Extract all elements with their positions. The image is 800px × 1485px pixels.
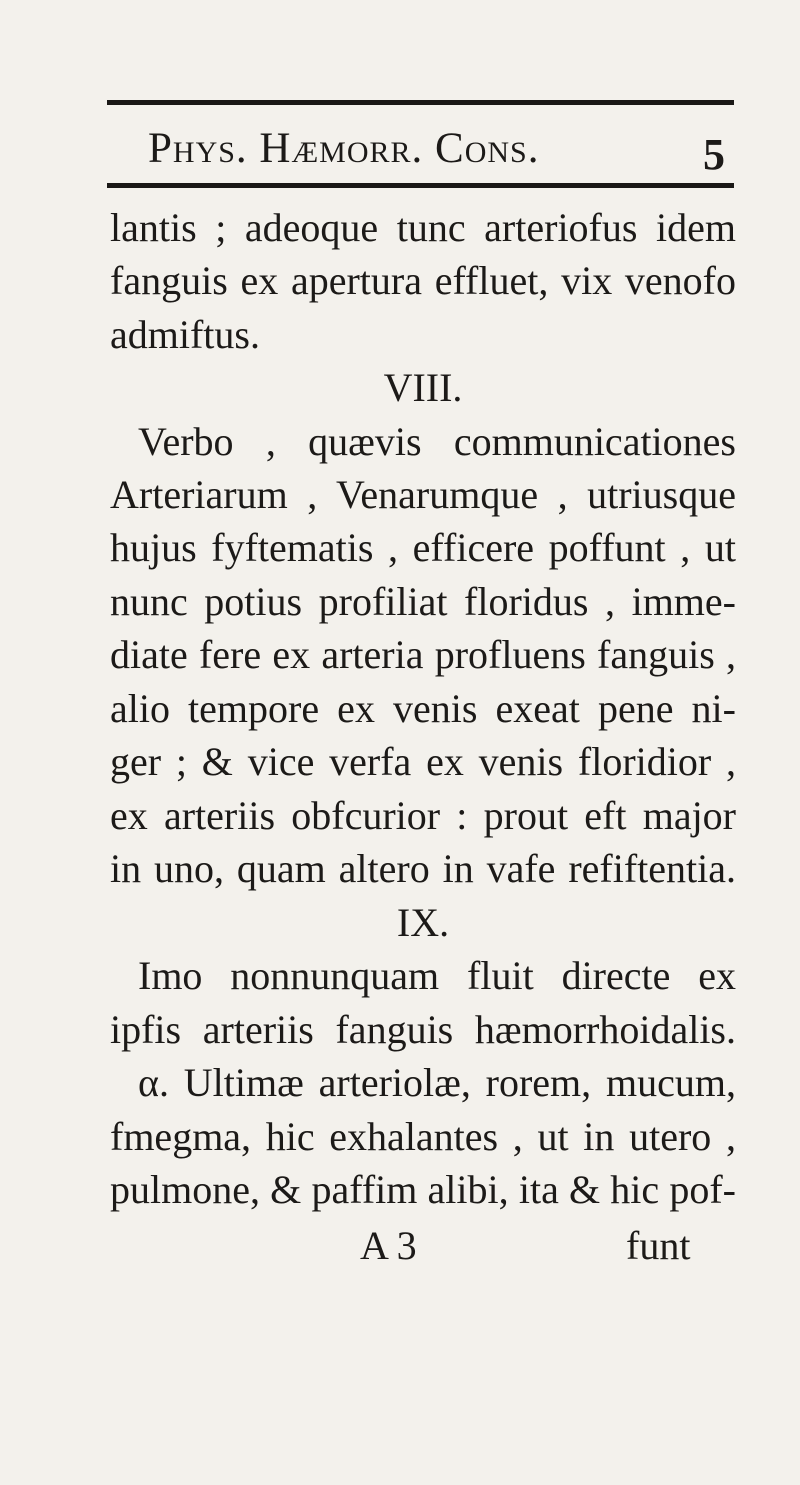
text-line: in uno, quam altero in vafe refiftentia. bbox=[110, 846, 736, 891]
text-line: alio tempore ex venis exeat pene ni- bbox=[110, 686, 736, 731]
text-line: ex arteriis obfcurior : prout eft major bbox=[110, 793, 736, 838]
running-head bbox=[148, 118, 734, 180]
text-line: α. Ultimæ arteriolæ, rorem, mucum, bbox=[138, 1060, 736, 1105]
text-line: Verbo , quævis communicationes bbox=[138, 419, 736, 464]
text-line: diate fere ex arteria profluens fanguis , bbox=[110, 632, 736, 677]
signature-mark: A 3 bbox=[360, 1223, 417, 1268]
running-head-title: Phys. Hæmorr. Cons. bbox=[148, 125, 540, 172]
text-line: fanguis ex apertura effluet, vix venofo bbox=[110, 258, 736, 303]
text-line: admiftus. bbox=[110, 312, 260, 357]
page-number: 5 bbox=[703, 130, 726, 179]
text-line: nunc potius profiliat floridus , imme- bbox=[110, 579, 736, 624]
text-line: hujus fyftematis , efficere poffunt , ut bbox=[110, 525, 736, 570]
text-line: ger ; & vice verfa ex venis floridior , bbox=[110, 739, 736, 784]
text-line: ipfis arteriis fanguis hæmorrhoidalis. bbox=[110, 1007, 736, 1052]
header-rule-top bbox=[107, 100, 734, 105]
text-line: fmegma, hic exhalantes , ut in utero , bbox=[110, 1114, 736, 1159]
text-line: Imo nonnunquam fluit directe ex bbox=[138, 953, 736, 998]
catchword: funt bbox=[626, 1223, 691, 1268]
section-number: VIII. bbox=[383, 365, 463, 410]
text-line: lantis ; adeoque tunc arteriofus idem bbox=[110, 205, 736, 250]
text-line: pulmone, & paffim alibi, ita & hic pof- bbox=[110, 1167, 736, 1212]
header-rule-bottom bbox=[107, 183, 734, 188]
section-number: IX. bbox=[396, 900, 450, 945]
text-line: Arteriarum , Venarumque , utriusque bbox=[110, 472, 736, 517]
